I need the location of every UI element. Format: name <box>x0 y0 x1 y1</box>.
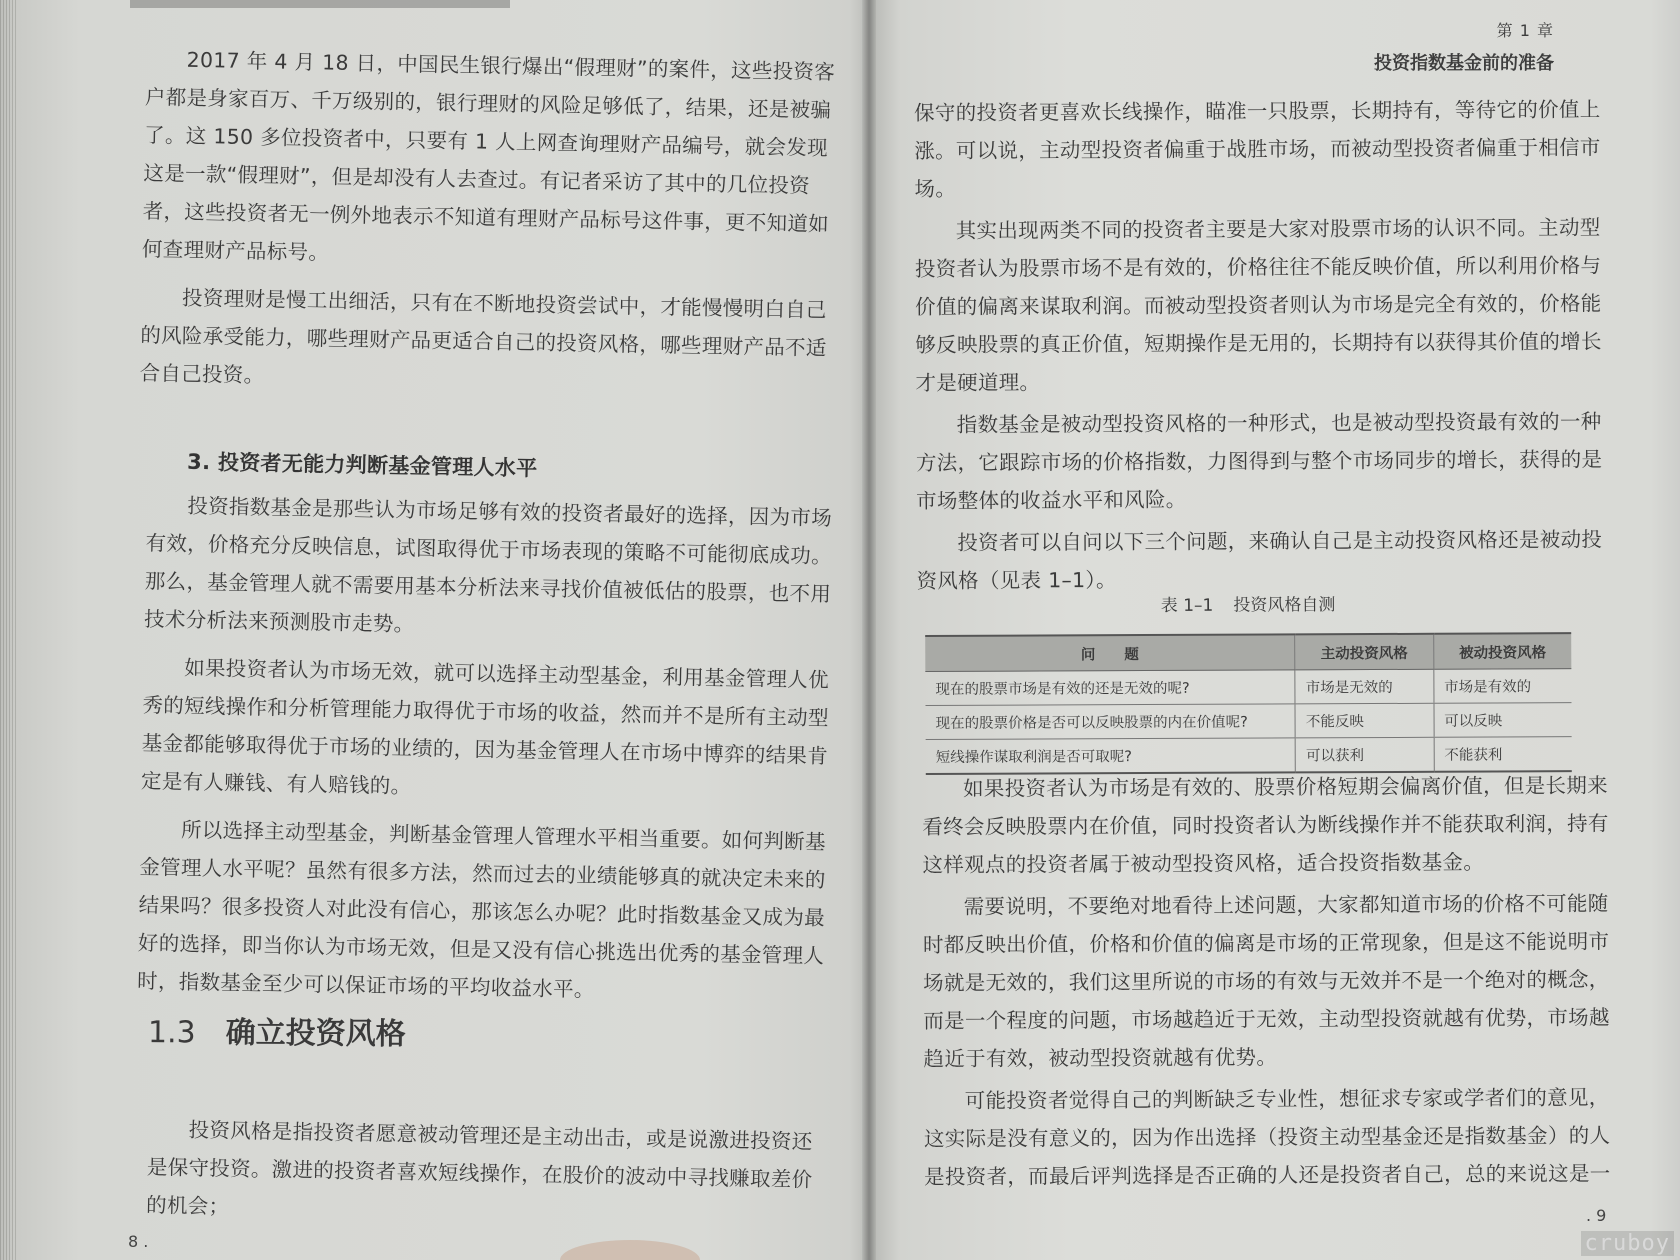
table-header-active: 主动投资风格 <box>1295 634 1434 670</box>
watermark: cruboy <box>1581 1231 1674 1256</box>
page-number: 8 . <box>128 1232 149 1251</box>
paragraph: 指数基金是被动型投资风格的一种形式，也是被动型投资最有效的一种方法，它跟踪市场的价格指数，力图得到与整个市场同步的增长，获得的是市场整体的收益水平和风险。 <box>915 409 1603 513</box>
paragraph: 保守的投资者更喜欢长线操作，瞄准一只股票，长期持有，等待它的价值上涨。可以说，主动型投资者偏重于战胜市场，而被动型投资者偏重于相信市场。 <box>914 97 1601 201</box>
left-text-mid <box>137 418 838 1013</box>
paragraph: 可能投资者觉得自己的判断缺乏专业性，想征求专家或学者们的意见，这实际是没有意义的，因为作出选择（投资主动型基金还是指数基金）的人是投资者，而最后评判选择是否正确的人还是投资者自己，总的来说这是一 <box>923 1085 1611 1189</box>
paragraph: 2017 年 4 月 18 日，中国民生银行爆出“假理财”的案件，这些投资客户都是身家百万、千万级别的，银行理财的风险足够低了，结果，还是被骗了。这 150 多位投资者中，只要有 1 人上网查询理财产品编号，就会发现这是一款“假理财”，但是却没有人去查过。有记者采访了其中的几位投资者，这些投资者无一例外地表示不知道有理财产品标号这件事，更不知道如何查理财产品标号。 <box>141 47 836 265</box>
table-cell: 不能获利 <box>1434 737 1572 772</box>
table-cell: 可以获利 <box>1295 737 1434 772</box>
page-edge-stack <box>0 0 16 1260</box>
left-text-bottom <box>146 1110 828 1237</box>
table-title: 投资风格自测 <box>1233 595 1336 616</box>
table-row <box>925 669 1571 706</box>
paragraph: 如果投资者认为市场无效，就可以选择主动型基金，利用基金管理人优秀的短线操作和分析管理能力取得优于市场的收益，然而并不是所有主动型基金都能够取得优于市场的业绩的，因为基金管理人在市场中博弈的结果肯定是有人赚钱、有人赔钱的。 <box>140 655 830 799</box>
chapter-label: 第 1 章 <box>1496 21 1554 40</box>
paragraph: 投资风格是指投资者愿意被动管理还是主动出击，或是说激进投资还是保守投资。激进的投资者喜欢短线操作，在股价的波动中寻找赚取差价的机会； <box>145 1117 813 1219</box>
right-text-top <box>914 90 1617 600</box>
paragraph: 其实出现两类不同的投资者主要是大家对股票市场的认识不同。主动型投资者认为股票市场不是有效的，价格往往不能反映价值，所以利用价格与价值的偏离来谋取利润。而被动型投资者则认为市场是完全有效的，价格能够反映股票的真正价值，短期操作是无用的，长期持有以获得其价值的增长才是硬道理。 <box>914 215 1602 395</box>
table-cell: 市场是有效的 <box>1433 669 1571 704</box>
table-header-passive: 被动投资风格 <box>1433 633 1571 669</box>
finger-shadow <box>560 1240 700 1260</box>
style-self-test-table <box>925 589 1572 775</box>
book-spine-shadow <box>862 0 876 1260</box>
table-row <box>925 703 1571 740</box>
paragraph: 投资指数基金是那些认为市场足够有效的投资者最好的选择，因为市场有效，价格充分反映信息，试图取得优于市场表现的策略不可能彻底成功。那么，基金管理人就不需要用基本分析法来寻找价值被低估的股票，也不用技术分析法来预测股市走势。 <box>143 493 833 637</box>
running-header-fragment <box>130 0 510 8</box>
paragraph: 投资理财是慢工出细活，只有在不断地投资尝试中，才能慢慢明白自己的风险承受能力，哪些理财产品更适合自己的投资风格，哪些理财产品不适合自己投资。 <box>139 285 827 388</box>
paragraph: 所以选择主动型基金，判断基金管理人管理水平相当重要。如何判断基金管理人水平呢？虽然有很多方法，然而过去的业绩能够真的就决定未来的结果吗？很多投资人对此没有信心，那该怎么办呢？此时指数基金又成为最好的选择，即当你认为市场无效，但是又没有信心挑选出优秀的基金管理人时，指数基金至少可以保证市场的平均收益水平。 <box>136 817 827 1002</box>
paragraph: 投资者可以自问以下三个问题，来确认自己是主动投资风格还是被动投资风格（见表 1–1）。 <box>916 527 1603 593</box>
table-caption <box>925 589 1571 617</box>
table-number: 表 1–1 <box>1160 595 1214 616</box>
section-number: 1.3 <box>147 1015 196 1051</box>
table-cell: 现在的股票市场是有效的还是无效的呢? <box>925 670 1295 706</box>
table <box>925 632 1572 775</box>
running-header <box>1374 18 1554 75</box>
table-row <box>926 737 1572 774</box>
table-header-row <box>925 633 1571 671</box>
section-heading <box>148 1007 406 1053</box>
paragraph: 如果投资者认为市场是有效的、股票价格短期会偏离价值，但是长期来看终会反映股票内在价值，同时投资者认为断线操作并不能获取利润，持有这样观点的投资者属于被动型投资风格，适合投资指数基金。 <box>922 773 1609 877</box>
chapter-title: 投资指数基金前的准备 <box>1374 53 1554 74</box>
table-header-question: 问 题 <box>925 634 1295 671</box>
paragraph: 需要说明，不要绝对地看待上述问题，大家都知道市场的价格不可能随时都反映出价值，价格和价值的偏离是市场的正常现象，但是这不能说明市场就是无效的，我们这里所说的市场的有效与无效并不是一个绝对的概念，而是一个程度的问题，市场越趋近于无效，主动型投资就越有优势，市场越趋近于有效，被动型投资就越有优势。 <box>922 891 1610 1071</box>
left-text-top <box>139 40 836 405</box>
page-number: . 9 <box>1586 1206 1607 1225</box>
table-cell: 短线操作谋取利润是否可取呢? <box>926 738 1296 774</box>
table-cell: 市场是无效的 <box>1295 669 1434 704</box>
table-cell: 不能反映 <box>1295 703 1434 738</box>
subsection-heading: 3. 投资者无能力判断基金管理人水平 <box>186 449 538 481</box>
right-text-bottom <box>922 766 1624 1196</box>
table-cell: 可以反映 <box>1434 703 1572 738</box>
table-cell: 现在的股票价格是否可以反映股票的内在价值呢? <box>925 704 1295 740</box>
section-title: 确立投资风格 <box>225 1015 406 1052</box>
